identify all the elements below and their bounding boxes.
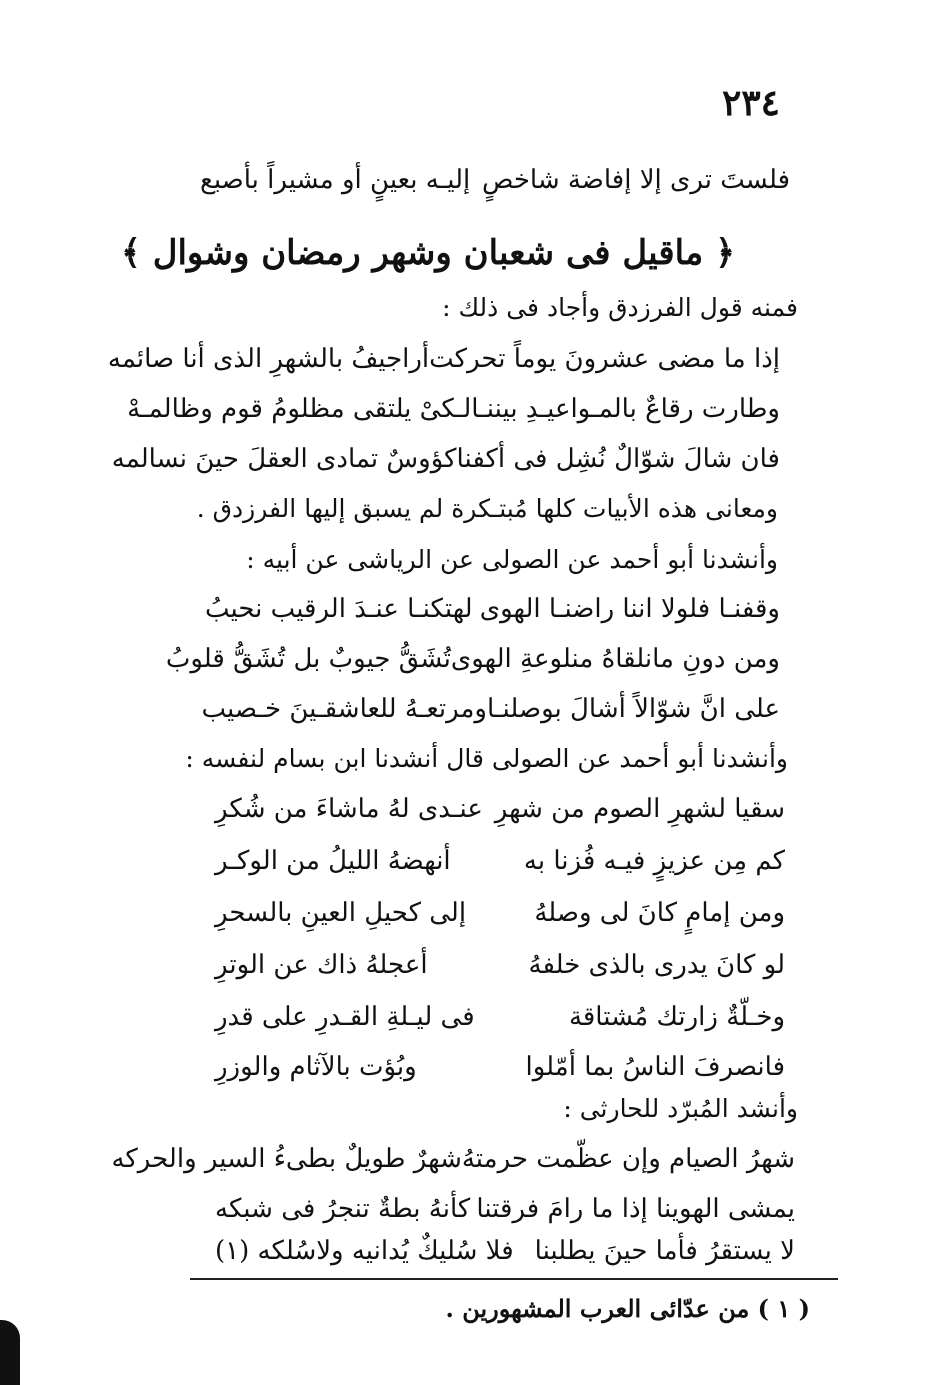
verse-first-hemistich: فانصرفَ الناسُ بما أمّلوا xyxy=(525,1052,785,1082)
intro-riyashi: وأنشدنا أبو أحمد عن الصولى عن الرياشى عن أبيه : xyxy=(246,545,778,574)
verse-line xyxy=(201,694,780,724)
verse-second-hemistich: عنـدى لهُ ماشاءَ من شُكرِ xyxy=(215,794,483,824)
verse-second-hemistich: إليـه بعينٍ أو مشيراً بأصبع xyxy=(200,165,471,195)
verse-first-hemistich: إذا ما مضى عشرونَ يوماً تحركت xyxy=(429,344,780,374)
verse-second-hemistich: أراجيفُ بالشهرِ الذى أنا صائمه xyxy=(107,344,430,374)
verse-second-hemistich: كأنهُ بطةٌ تنجرُ فى شبكه xyxy=(215,1194,471,1224)
verse-line xyxy=(111,444,780,474)
verse-first-hemistich: سقيا لشهرِ الصوم من شهرِ xyxy=(494,794,785,824)
verse-second-hemistich: شهرٌ طويلٌ بطىءُ السير والحركه xyxy=(111,1144,462,1174)
verse-first-hemistich: كم مِن عزيزٍ فيـه فُزنا به xyxy=(523,846,785,876)
scan-edge-shadow xyxy=(0,1320,20,1385)
verse-first-hemistich: يمشى الهوينا إذا ما رامَ فرقتنا xyxy=(476,1194,795,1224)
section-heading: ﴿ ماقيل فى شعبان وشهر رمضان وشوال ﴾ xyxy=(120,233,735,273)
verse-first-hemistich: على انَّ شوّالاً أشالَ بوصلنـا xyxy=(487,694,780,724)
intro-farazdaq: فمنه قول الفرزدق وأجاد فى ذلك : xyxy=(442,293,798,322)
verse-line xyxy=(215,1052,785,1082)
verse-second-hemistich: لهتكنـا عنـدَ الرقيب نحيبُ xyxy=(205,594,473,624)
verse-first-hemistich: وطارت رقاعٌ بالمـواعيـدِ بيننـا xyxy=(471,394,780,424)
verse-second-hemistich: ومرتعـهُ للعاشقـينَ خـصيب xyxy=(201,694,487,724)
verse-line xyxy=(215,794,785,824)
page-number: ٢٣٤ xyxy=(721,82,780,124)
verse-second-hemistich: تُشَقُّ جيوبٌ بل تُشَقُّ قلوبُ xyxy=(165,644,451,674)
verse-first-hemistich: لو كانَ يدرى بالذى خلفهُ xyxy=(528,950,785,980)
verse-second-hemistich: أنهضهُ الليلُ من الوكـر xyxy=(215,846,451,876)
verse-first-hemistich: وقفنـا فلولا اننا راضنـا الهوى xyxy=(479,594,780,624)
verse-second-hemistich: فلا سُليكٌ يُدانيه ولاسُلكه (١) xyxy=(215,1236,514,1266)
verse-second-hemistich: وبُؤت بالآثام والوزرِ xyxy=(215,1052,417,1082)
verse-second-hemistich: لـكىْ يلتقى مظلومُ قوم وظالمـهْ xyxy=(127,394,472,424)
verse-first-hemistich: فلستَ ترى إلا إفاضة شاخصٍ xyxy=(481,165,790,195)
verse-first-hemistich: ومن إمامٍ كانَ لى وصلهُ xyxy=(534,898,785,928)
verse-second-hemistich: إلى كحيلِ العينِ بالسحرِ xyxy=(215,898,467,928)
comment-farazdaq: ومعانى هذه الأبيات كلها مُبتـكرة لم يسبق إليها الفرزدق . xyxy=(196,494,778,523)
footnote-divider xyxy=(190,1278,838,1280)
verse-first-hemistich: لا يستقرُ فأما حينَ يطلبنا xyxy=(534,1236,795,1266)
verse-line xyxy=(215,846,785,876)
verse-first-hemistich: وخـلّةٌ زارتك مُشتاقة xyxy=(568,1002,785,1032)
verse-line xyxy=(165,644,780,674)
opening-verse xyxy=(200,165,790,195)
verse-second-hemistich: فى ليـلةِ القـدرِ على قدرِ xyxy=(215,1002,475,1032)
verse-line xyxy=(215,898,785,928)
verse-line xyxy=(111,1144,795,1174)
intro-ibn-bassam: وأنشدنا أبو أحمد عن الصولى قال أنشدنا ابن بسام لنفسه : xyxy=(185,744,788,773)
verse-line xyxy=(127,394,780,424)
verse-line xyxy=(205,594,780,624)
verse-second-hemistich: أعجلهُ ذاك عن الوترِ xyxy=(215,950,428,980)
verse-first-hemistich: شهرُ الصيام وإن عظّمت حرمتهُ xyxy=(461,1144,795,1174)
verse-line xyxy=(215,1002,785,1032)
verse-line xyxy=(215,1236,795,1266)
verse-line xyxy=(215,1194,795,1224)
verse-second-hemistich: كؤوسٌ تمادى العقلَ حينَ نسالمه xyxy=(111,444,457,474)
footnote: ( ١ ) من عدّائى العرب المشهورين . xyxy=(445,1294,810,1323)
verse-first-hemistich: فان شالَ شوّالٌ نُشِل فى أكفنا xyxy=(456,444,780,474)
intro-mubarrad: وأنشد المُبرّد للحارثى : xyxy=(563,1094,798,1123)
verse-line xyxy=(215,950,785,980)
verse-line xyxy=(107,344,780,374)
verse-first-hemistich: ومن دونِ مانلقاهُ منلوعةِ الهوى xyxy=(450,644,780,674)
